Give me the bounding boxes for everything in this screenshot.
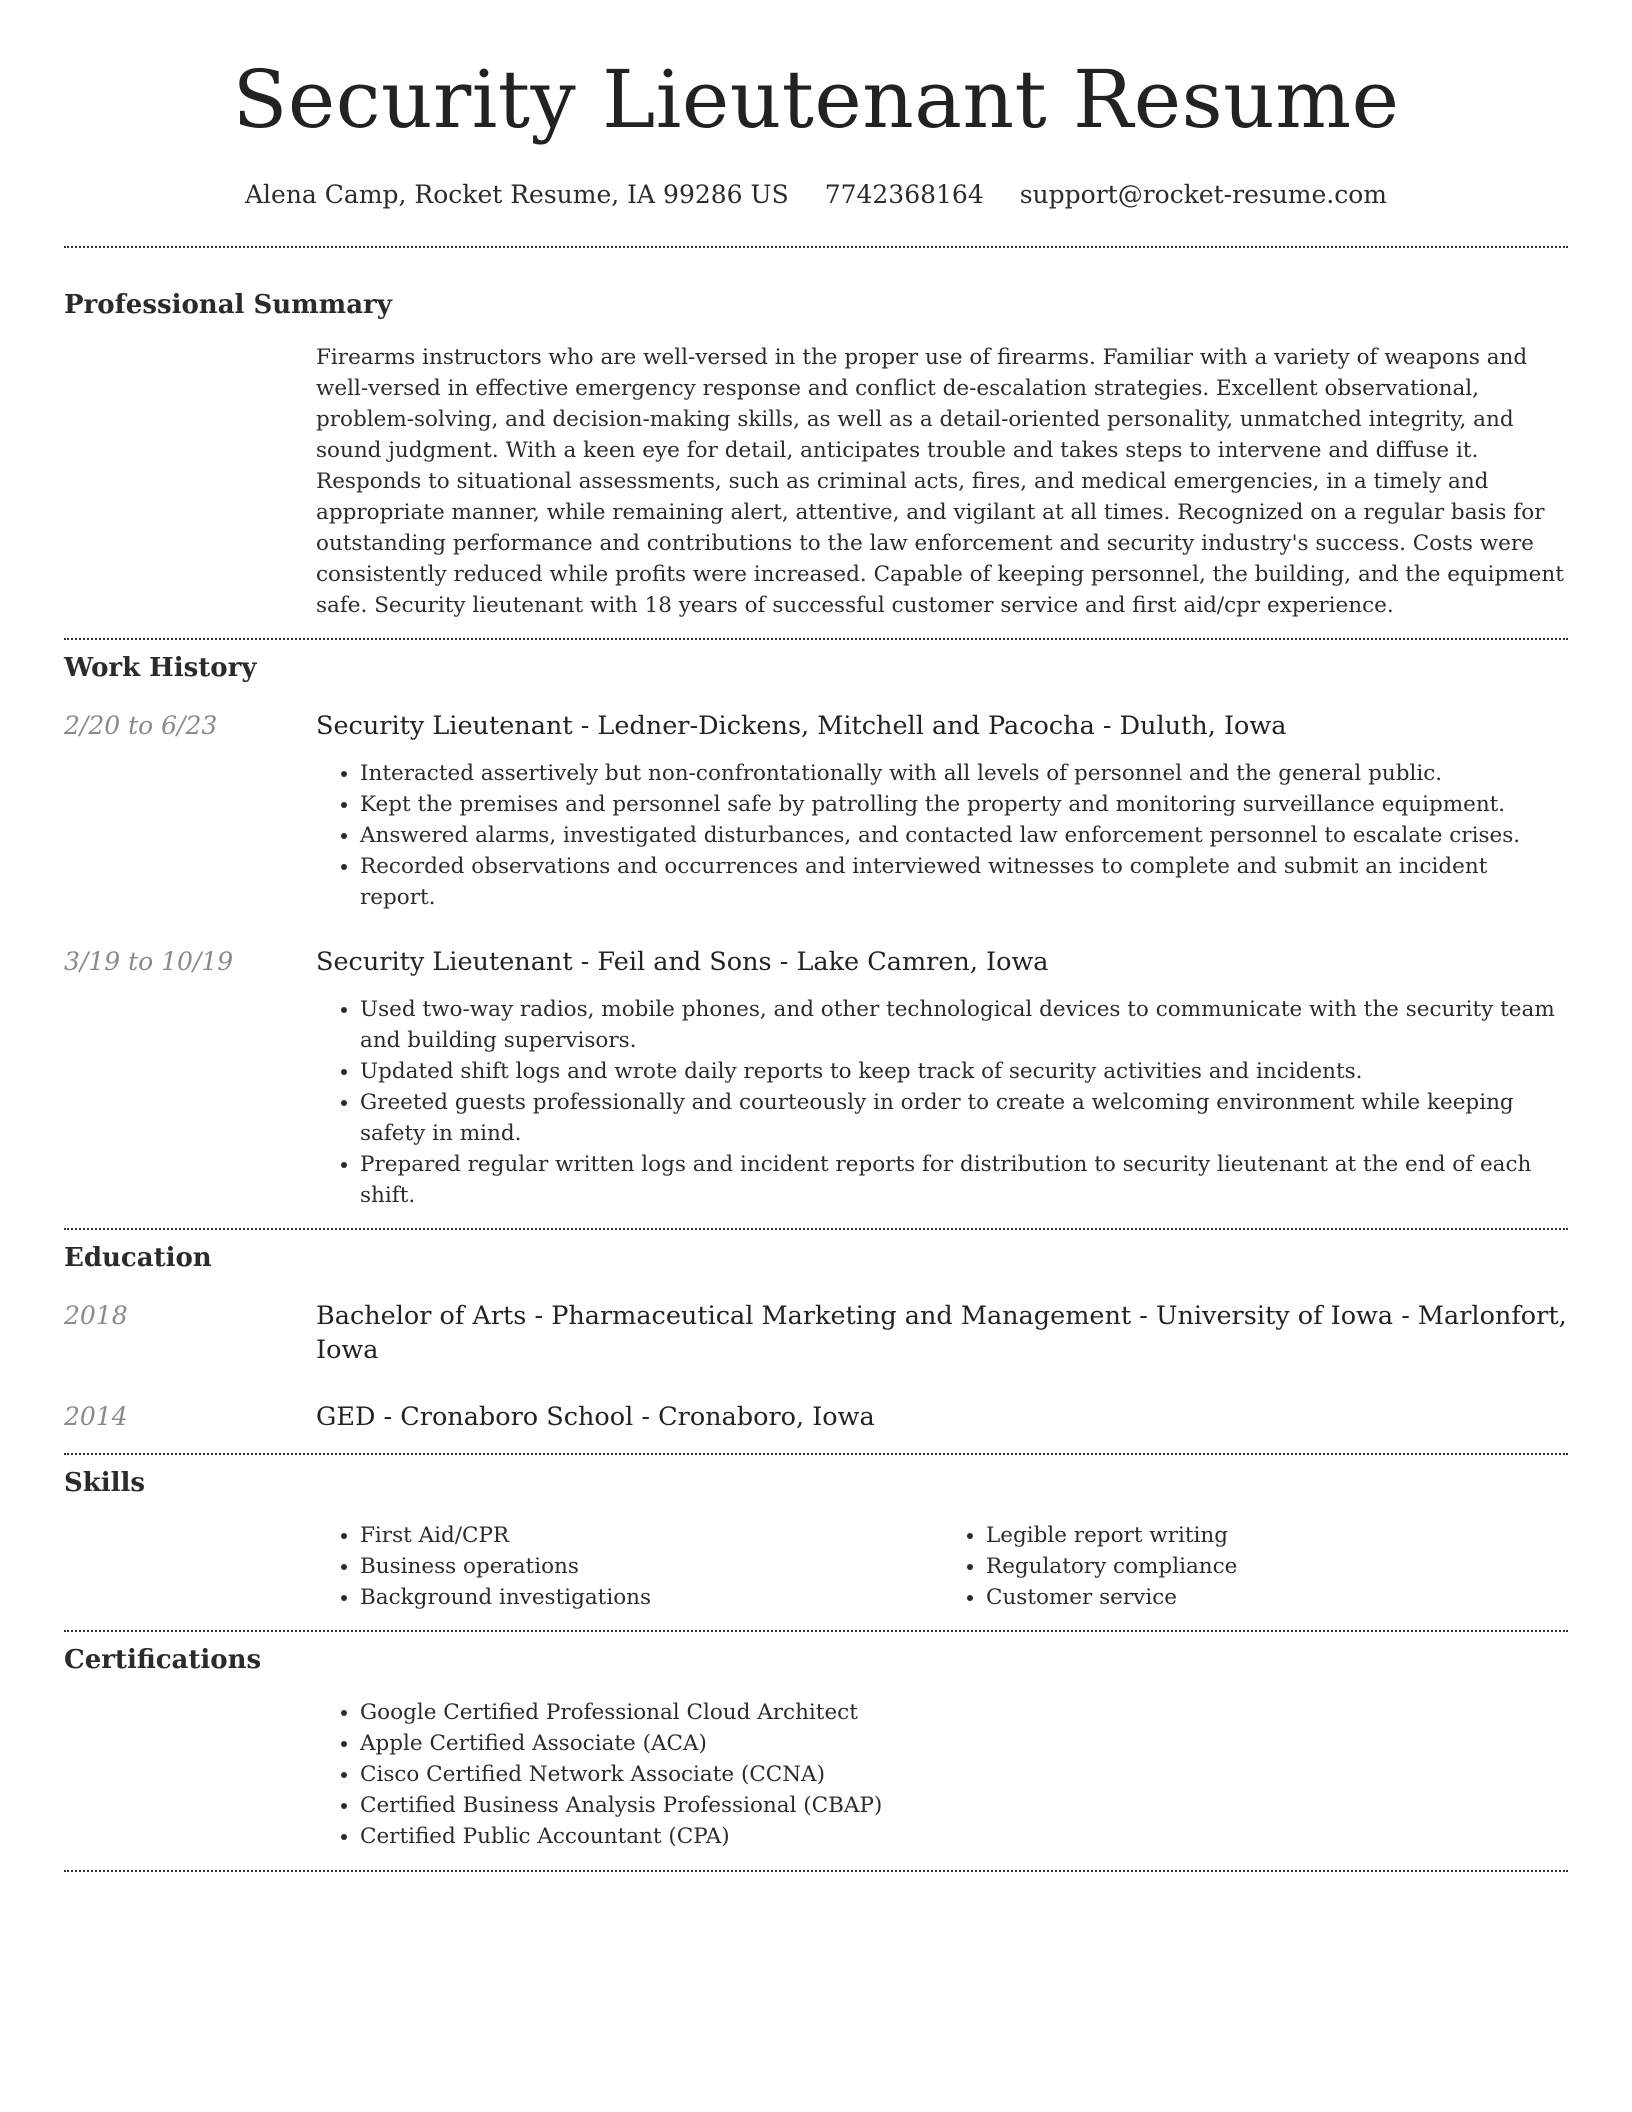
- divider-header: [64, 246, 1568, 248]
- list-item: • Recorded observations and occurrences and interviewed witnesses to complete and submit an incident report.: [360, 851, 1568, 913]
- job-entry: [64, 709, 1568, 913]
- education-year: 2018: [64, 1301, 128, 1330]
- certification-item: • Apple Certified Associate (ACA): [360, 1728, 1568, 1759]
- job-bullets: [316, 758, 1568, 913]
- certification-item: • Google Certified Professional Cloud Architect: [360, 1697, 1568, 1728]
- skill-item: • Background investigations: [360, 1582, 942, 1613]
- job-title: Security Lieutenant - Ledner-Dickens, Mitchell and Pacocha - Duluth, Iowa: [316, 711, 1287, 741]
- certifications-list: [316, 1697, 1568, 1852]
- page-title: Security Lieutenant Resume: [232, 53, 1400, 146]
- section-skills: [64, 1466, 1568, 1613]
- job-title: Security Lieutenant - Feil and Sons - Lake Camren, Iowa: [316, 947, 1049, 977]
- skill-item: • Customer service: [986, 1582, 1568, 1613]
- section-education: [64, 1241, 1568, 1434]
- skills-list-left: [316, 1520, 942, 1613]
- education-entry: [64, 1400, 1568, 1434]
- summary-text: Firearms instructors who are well-versed in the proper use of firearms. Familiar with a variety of weapons and well-versed in effective emergency response and conflict de-escalation strategies. Excellent observational, problem-solving, and decision-making skills, as well as a detail-oriented personality, unmatched integrity, and sound judgment. With a keen eye for detail, anticipates trouble and takes steps to intervene and diffuse it. Responds to situational assessments, such as criminal acts, fires, and medical emergencies, in a timely and appropriate manner, while remaining alert, attentive, and vigilant at all times. Recognized on a regular basis for outstanding performance and contributions to the law enforcement and security industry's success. Costs were consistently reduced while profits were increased. Capable of keeping personnel, the building, and the equipment safe. Security lieutenant with 18 years of successful customer service and first aid/cpr experience.: [316, 345, 1564, 618]
- divider-certifications: [64, 1870, 1568, 1872]
- job-dates: 2/20 to 6/23: [64, 711, 218, 740]
- skills-list-right: [942, 1520, 1568, 1613]
- education-year: 2014: [64, 1402, 128, 1431]
- section-work-history: [64, 651, 1568, 1211]
- education-heading: Education: [64, 1243, 212, 1273]
- work-heading: Work History: [64, 653, 257, 683]
- job-dates: 3/19 to 10/19: [64, 947, 234, 976]
- list-item: • Greeted guests professionally and courteously in order to create a welcoming environment while keeping safety in mind.: [360, 1087, 1568, 1149]
- skills-heading: Skills: [64, 1468, 146, 1498]
- list-item: • Prepared regular written logs and incident reports for distribution to security lieutenant at the end of each shift.: [360, 1149, 1568, 1211]
- section-summary: [64, 288, 1568, 621]
- divider-skills: [64, 1630, 1568, 1632]
- list-item: • Interacted assertively but non-confrontationally with all levels of personnel and the general public.: [360, 758, 1568, 789]
- list-item: • Kept the premises and personnel safe by patrolling the property and monitoring surveillance equipment.: [360, 789, 1568, 820]
- education-entry: [64, 1299, 1568, 1367]
- job-entry: [64, 945, 1568, 1211]
- list-item: • Used two-way radios, mobile phones, and other technological devices to communicate with the security team and building supervisors.: [360, 994, 1568, 1056]
- contact-email: support@rocket-resume.com: [1019, 180, 1388, 209]
- contact-address: Alena Camp, Rocket Resume, IA 99286 US: [244, 180, 789, 209]
- list-item: • Answered alarms, investigated disturbances, and contacted law enforcement personnel to escalate crises.: [360, 820, 1568, 851]
- certification-item: • Certified Business Analysis Professional (CBAP): [360, 1790, 1568, 1821]
- divider-summary: [64, 638, 1568, 640]
- certifications-heading: Certifications: [64, 1645, 262, 1675]
- skill-item: • First Aid/CPR: [360, 1520, 942, 1551]
- contact-phone: 7742368164: [824, 180, 984, 209]
- divider-education: [64, 1453, 1568, 1455]
- section-certifications: [64, 1643, 1568, 1852]
- skill-item: • Legible report writing: [986, 1520, 1568, 1551]
- skill-item: • Business operations: [360, 1551, 942, 1582]
- skill-item: • Regulatory compliance: [986, 1551, 1568, 1582]
- contact-line: [64, 178, 1568, 212]
- certification-item: • Cisco Certified Network Associate (CCNA): [360, 1759, 1568, 1790]
- certification-item: • Certified Public Accountant (CPA): [360, 1821, 1568, 1852]
- summary-heading: Professional Summary: [64, 290, 392, 320]
- education-degree: Bachelor of Arts - Pharmaceutical Marketing and Management - University of Iowa - Marlonfort, Iowa: [316, 1301, 1567, 1365]
- job-bullets: [316, 994, 1568, 1211]
- divider-work: [64, 1228, 1568, 1230]
- list-item: • Updated shift logs and wrote daily reports to keep track of security activities and incidents.: [360, 1056, 1568, 1087]
- education-degree: GED - Cronaboro School - Cronaboro, Iowa: [316, 1402, 875, 1432]
